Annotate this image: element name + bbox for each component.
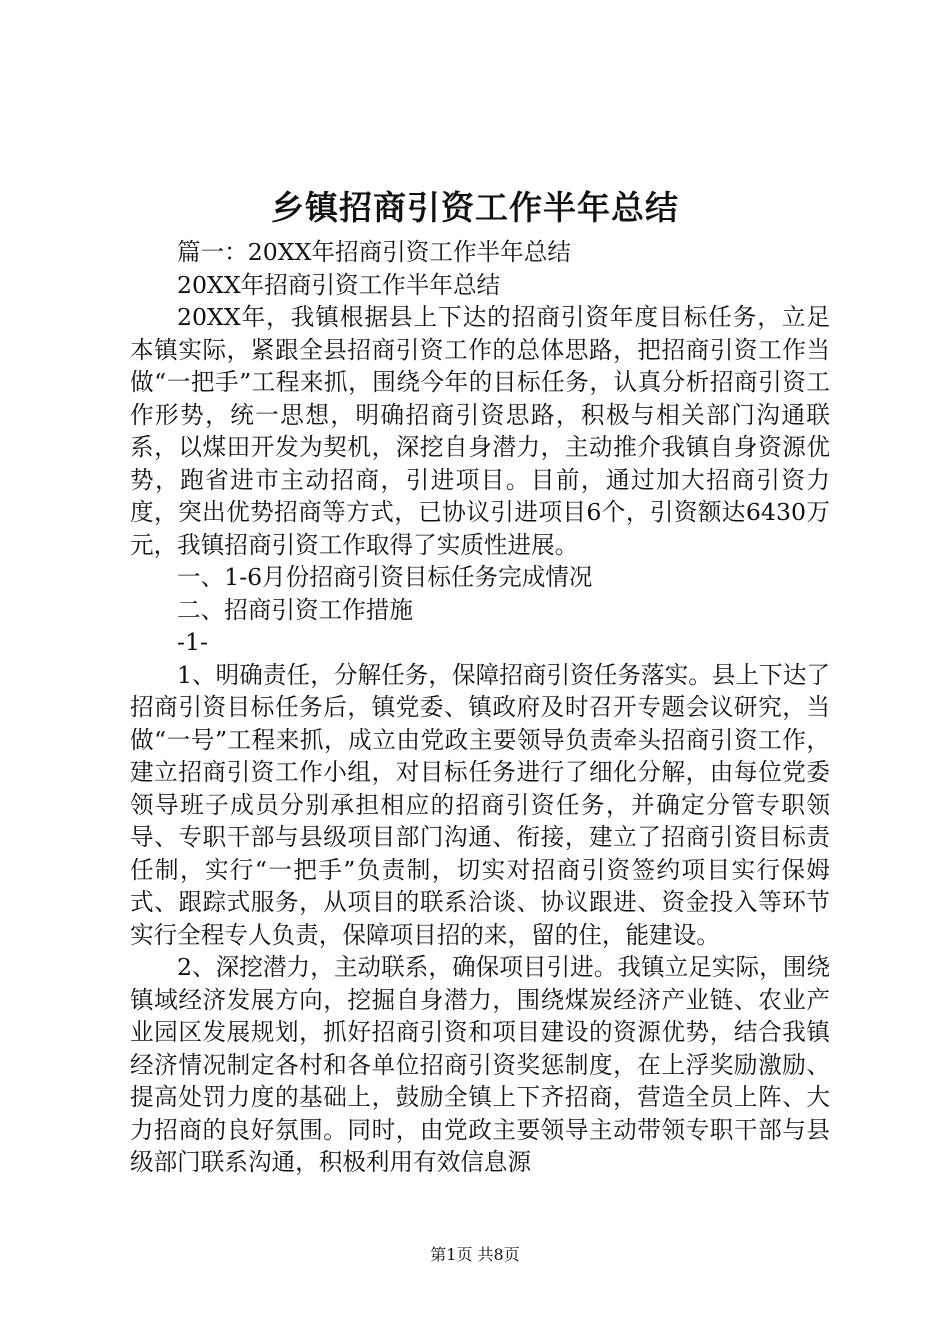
paragraph-intro: 20XX年，我镇根据县上下达的招商引资年度目标任务，立足本镇实际，紧跟全县招商引资工作的总体思路，把招商引资工作当做“一把手”工程来抓，围绕今年的目标任务，认真分析招商引资工作形势，统一思想，明确招商引资思路，积极与相关部门沟通联系，以煤田开发为契机，深挖自身潜力，主动推介我镇自身资源优势，跑省进市主动招商，引进项目。目前，通过加大招商引资力度，突出优势招商等方式，已协议引进项目6个，引资额达6430万元，我镇招商引资工作取得了实质性进展。: [130, 303, 830, 559]
section-heading-2: 二、招商引资工作措施: [177, 595, 413, 624]
inline-page-marker: -1-: [177, 628, 208, 656]
paragraph-measure-1: 1、明确责任，分解任务，保障招商引资任务落实。县上下达了招商引资目标任务后，镇党委、镇政府及时召开专题会议研究，当做“一号”工程来抓，成立由党政主要领导负责牵头招商引资工作，建立招商引资工作小组，对目标任务进行了细化分解，由每位党委领导班子成员分别承担相应的招商引资任务，并确定分管专职领导、专职干部与县级项目部门沟通、衔接，建立了招商引资目标责任制，实行“一把手”负责制，切实对招商引资签约项目实行保姆式、跟踪式服务，从项目的联系洽谈、协议跟进、资金投入等环节实行全程专人负责，保障项目招的来，留的住，能建设。: [130, 660, 830, 949]
paragraph-heading: 20XX年招商引资工作半年总结: [177, 270, 501, 299]
document-title: 乡镇招商引资工作半年总结: [271, 188, 679, 227]
paragraph-subtitle: 篇一：20XX年招商引资工作半年总结: [177, 238, 571, 266]
section-heading-1: 一、1-6月份招商引资目标任务完成情况: [177, 563, 593, 591]
paragraph-measure-2: 2、深挖潜力，主动联系，确保项目引进。我镇立足实际，围绕镇域经济发展方向，挖掘自身潜力，围绕煤炭经济产业链、农业产业园区发展规划，抓好招商引资和项目建设的资源优势，结合我镇经济情况制定各村和各单位招商引资奖惩制度，在上浮奖励激励、提高处罚力度的基础上，鼓励全镇上下齐招商，营造全员上阵、大力招商的良好氛围。同时，由党政主要领导主动带领专职干部与县级部门联系沟通，积极利用有效信息源: [130, 953, 830, 1176]
document-body: [130, 236, 830, 1179]
page-footer: 第1页 共8页: [430, 1245, 520, 1264]
